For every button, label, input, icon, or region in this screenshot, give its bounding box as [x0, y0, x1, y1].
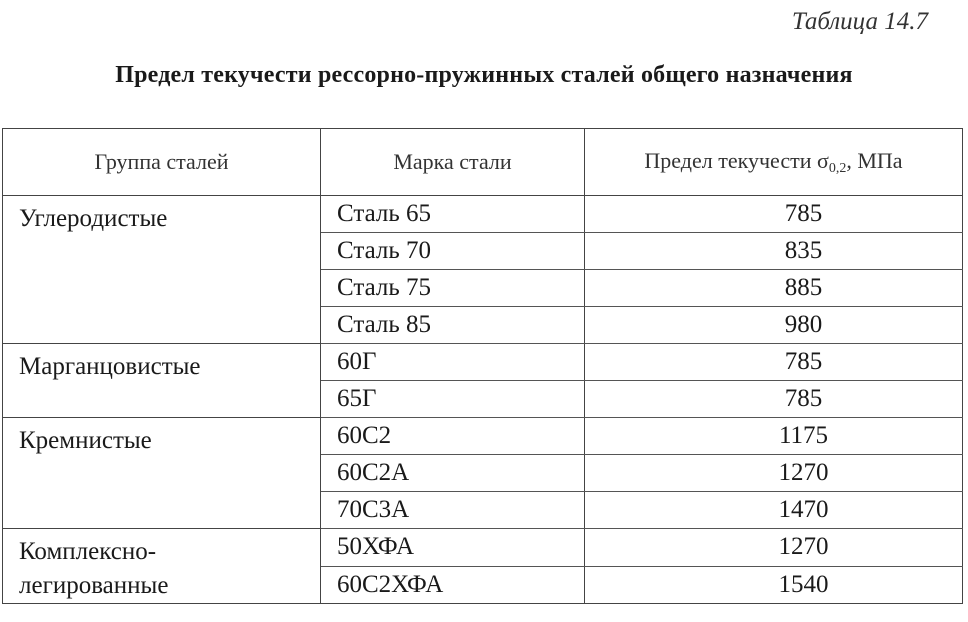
- header-row: [3, 129, 963, 196]
- value-cell: 835: [585, 233, 963, 270]
- grade-cell: 65Г: [321, 381, 585, 418]
- value-cell: 885: [585, 270, 963, 307]
- grade-cell: Сталь 65: [321, 196, 585, 233]
- value-cell: 1270: [585, 455, 963, 492]
- group-name-line1: Комплексно-: [19, 538, 157, 565]
- yield-strength-table: [2, 128, 963, 604]
- value-cell: 1470: [585, 492, 963, 529]
- header-yield-strength: [585, 129, 963, 196]
- grade-cell: Сталь 75: [321, 270, 585, 307]
- value-cell: 1175: [585, 418, 963, 455]
- group-carbon: Углеродистые: [3, 196, 321, 344]
- grade-cell: 50ХФА: [321, 529, 585, 567]
- value-cell: 980: [585, 307, 963, 344]
- table-row: [3, 344, 963, 381]
- grade-cell: 60С2: [321, 418, 585, 455]
- header-yield-label: Предел текучести σ: [644, 147, 829, 173]
- grade-cell: Сталь 70: [321, 233, 585, 270]
- group-silicon: Кремнистые: [3, 418, 321, 529]
- table-caption: Таблица 14.7: [791, 8, 928, 35]
- grade-cell: 60Г: [321, 344, 585, 381]
- table-row: [3, 196, 963, 233]
- header-steel-group: Группа сталей: [3, 129, 321, 196]
- value-cell: 785: [585, 381, 963, 418]
- table-row: [3, 418, 963, 455]
- group-name-line2: легированные: [19, 572, 169, 599]
- header-yield-subscript: 0,2: [828, 160, 847, 176]
- grade-cell: 60С2А: [321, 455, 585, 492]
- table-row: [3, 529, 963, 567]
- group-manganese: Марганцовистые: [3, 344, 321, 418]
- value-cell: 1540: [585, 566, 963, 604]
- value-cell: 785: [585, 344, 963, 381]
- grade-cell: 70С3А: [321, 492, 585, 529]
- value-cell: 785: [585, 196, 963, 233]
- header-steel-grade: Марка стали: [321, 129, 585, 196]
- grade-cell: Сталь 85: [321, 307, 585, 344]
- grade-cell: 60С2ХФА: [321, 566, 585, 604]
- group-complex-alloyed: [3, 529, 321, 604]
- header-yield-unit: , МПа: [846, 147, 903, 173]
- value-cell: 1270: [585, 529, 963, 567]
- table-title: Предел текучести рессорно-пружинных сталей общего назначения: [115, 62, 853, 88]
